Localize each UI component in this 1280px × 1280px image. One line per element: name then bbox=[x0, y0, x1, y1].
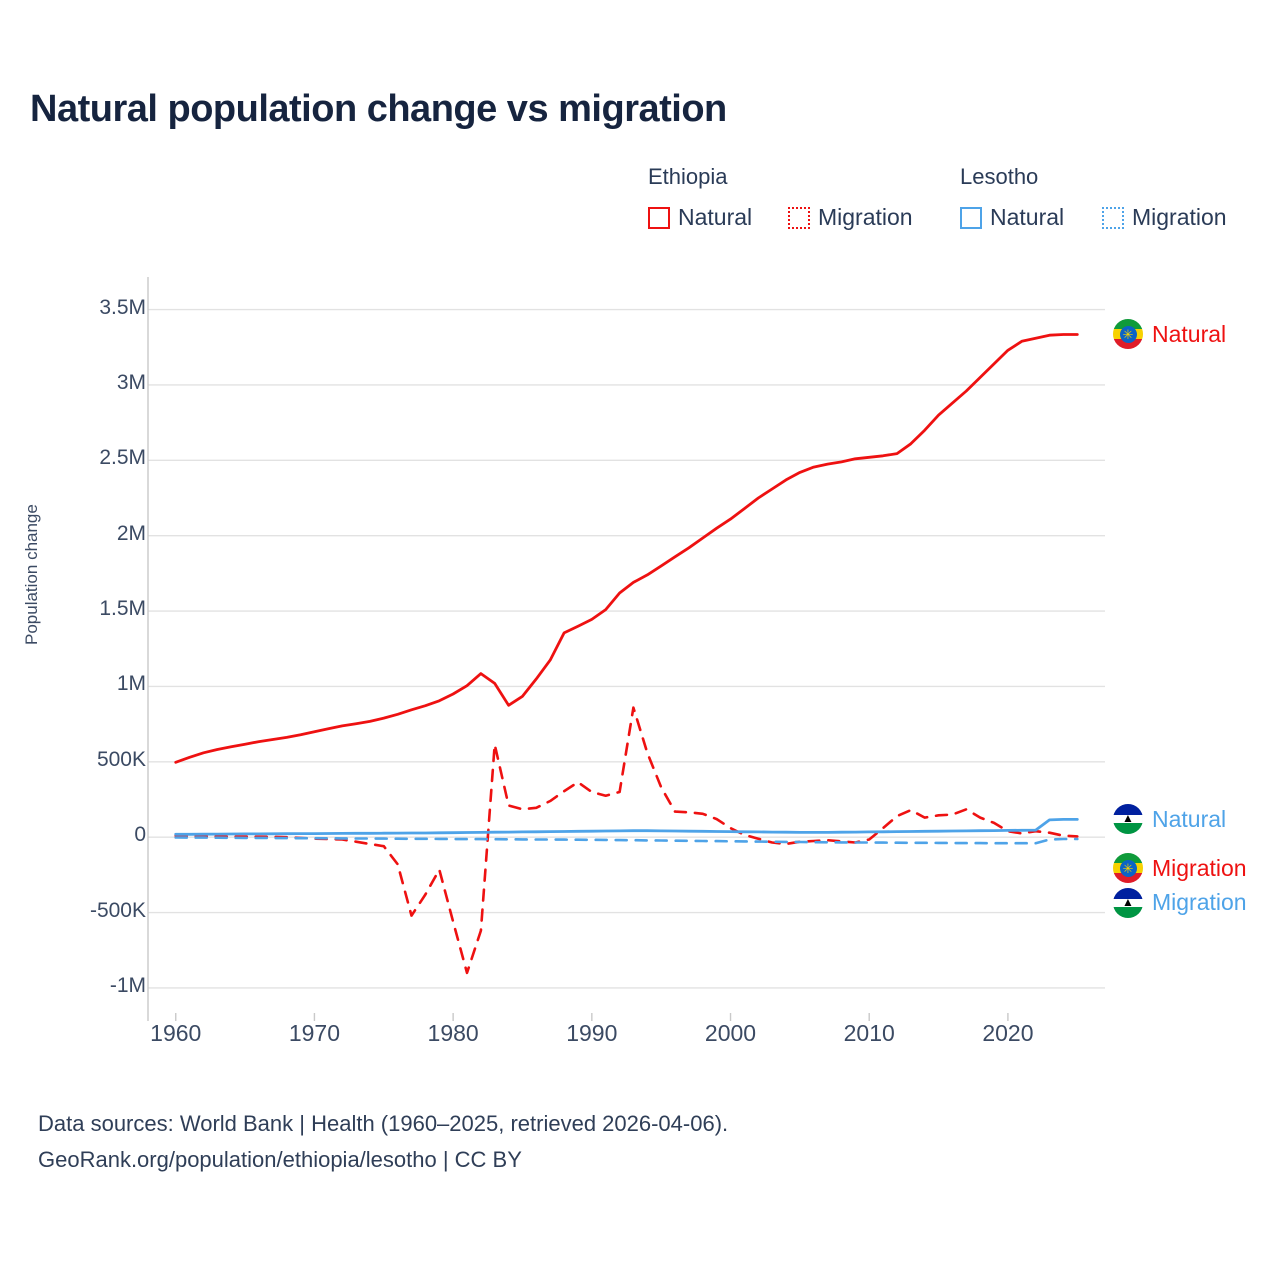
y-tick-label: 3M bbox=[116, 370, 146, 394]
series-end-label-text: Natural bbox=[1152, 805, 1227, 832]
legend-swatch-dotted-blue-icon bbox=[1102, 207, 1124, 229]
ethiopia-flag-icon: ✳ bbox=[1113, 853, 1143, 883]
series-end-label bbox=[1113, 319, 1226, 349]
series-end-label bbox=[1113, 853, 1247, 883]
y-tick-label: 2M bbox=[116, 521, 146, 545]
footer-line-1: Data sources: World Bank | Health (1960–2025, retrieved 2026-04-06). bbox=[38, 1111, 729, 1136]
footer-sources bbox=[38, 1106, 728, 1178]
legend-swatch-dotted-red-icon bbox=[788, 207, 810, 229]
y-tick-label: 0 bbox=[134, 823, 146, 847]
ethiopia-flag-icon: ✳ bbox=[1113, 319, 1143, 349]
legend-item-label: Migration bbox=[1132, 204, 1227, 230]
x-axis-tick-labels bbox=[0, 1020, 1280, 1060]
y-axis-title: Population change bbox=[22, 504, 41, 645]
legend-item-label: Migration bbox=[818, 204, 913, 230]
lesotho-flag-icon: ▲ bbox=[1113, 804, 1143, 834]
chart-plot-area bbox=[0, 255, 1280, 1045]
legend-group-lesotho: Lesotho bbox=[960, 164, 1039, 189]
page-title: Natural population change vs migration bbox=[30, 88, 727, 130]
series-end-label bbox=[1113, 888, 1247, 918]
legend-item-ethiopia-migration[interactable] bbox=[788, 204, 913, 231]
lesotho-flag-icon: ▲ bbox=[1113, 888, 1143, 918]
chart-canvas bbox=[0, 255, 1280, 1045]
y-tick-label: 1M bbox=[116, 672, 146, 696]
legend-item-label: Natural bbox=[990, 204, 1065, 230]
series-line bbox=[176, 838, 1078, 844]
x-tick-label: 2000 bbox=[704, 1020, 757, 1046]
footer-line-2: GeoRank.org/population/ethiopia/lesotho | CC BY bbox=[38, 1147, 522, 1172]
y-tick-label: 2.5M bbox=[99, 446, 146, 470]
x-tick-label: 1970 bbox=[288, 1020, 341, 1046]
legend-item-lesotho-natural[interactable] bbox=[960, 204, 1064, 231]
y-tick-label: 500K bbox=[96, 747, 146, 771]
series-line bbox=[176, 819, 1078, 834]
y-tick-label: -1M bbox=[109, 973, 146, 997]
x-tick-label: 1960 bbox=[150, 1020, 202, 1046]
y-tick-label: 3.5M bbox=[99, 295, 146, 319]
x-tick-label: 2010 bbox=[843, 1020, 895, 1046]
legend-item-ethiopia-natural[interactable] bbox=[648, 204, 752, 231]
series-end-label-text: Natural bbox=[1152, 320, 1227, 347]
legend-swatch-solid-red-icon bbox=[648, 207, 670, 229]
legend-item-lesotho-migration[interactable] bbox=[1102, 204, 1227, 231]
legend-group-ethiopia: Ethiopia bbox=[648, 164, 728, 189]
series-end-label-text: Migration bbox=[1152, 889, 1247, 916]
series-end-label bbox=[1113, 804, 1226, 834]
y-tick-label: 1.5M bbox=[99, 597, 146, 621]
chart-legend bbox=[640, 160, 1260, 250]
series-end-label-text: Migration bbox=[1152, 854, 1247, 881]
y-tick-label: -500K bbox=[89, 898, 146, 922]
x-tick-label: 1980 bbox=[427, 1020, 479, 1046]
x-tick-label: 2020 bbox=[982, 1020, 1034, 1046]
legend-swatch-solid-blue-icon bbox=[960, 207, 982, 229]
series-line bbox=[176, 335, 1078, 763]
legend-item-label: Natural bbox=[678, 204, 753, 230]
x-tick-label: 1990 bbox=[566, 1020, 618, 1046]
